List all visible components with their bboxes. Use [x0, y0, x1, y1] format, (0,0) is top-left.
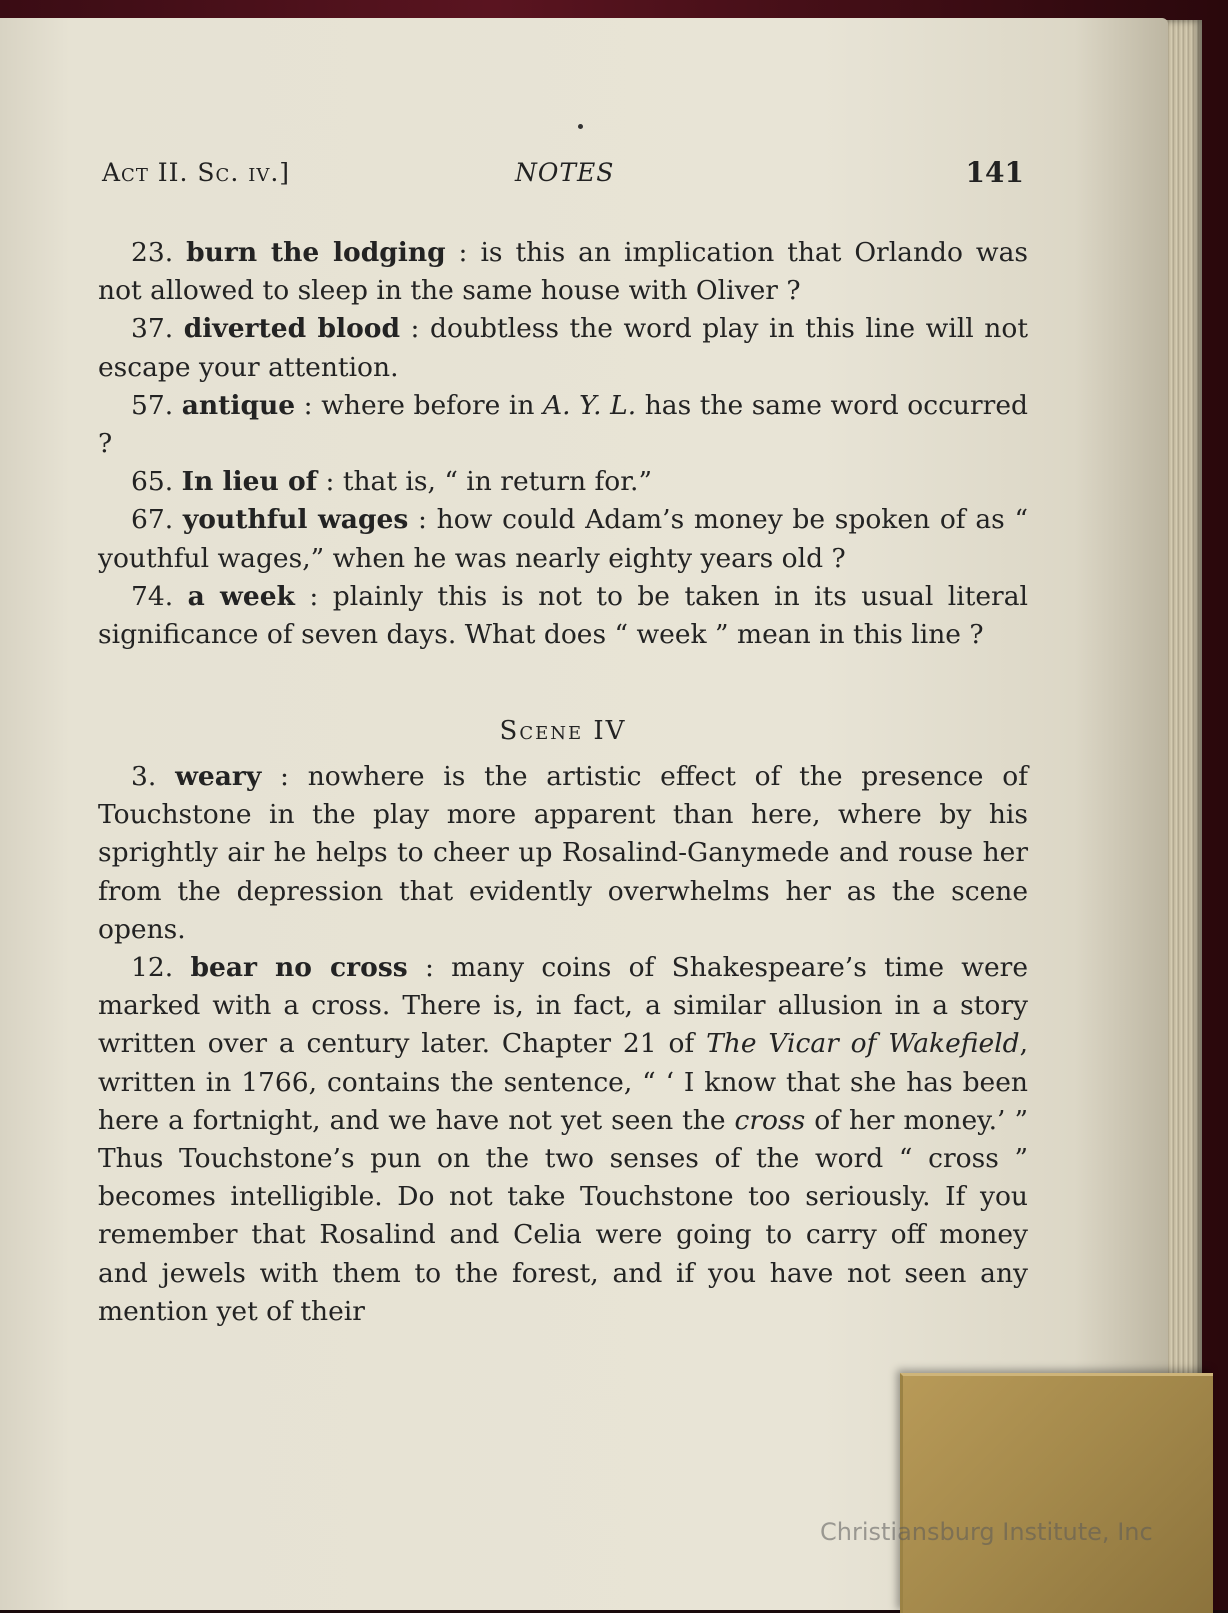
- page-speck: [578, 124, 583, 129]
- note-term: a week: [187, 580, 295, 612]
- note-paragraph: 37. diverted blood : doubtless the word play in this line will not escape your attention.: [98, 313, 1028, 383]
- note-term: burn the lodging: [186, 237, 446, 268]
- note-text: is this an implication that Orlando was not allowed to sleep in the same house with Oliver ?: [98, 237, 1028, 307]
- note-text: plainly this is not to be taken in its usual literal significance of seven days. What does “ week ” mean in this line ?: [98, 580, 1028, 651]
- note-paragraph: 3. weary : nowhere is the artistic effect of the presence of Touchstone in the play more apparent than here, where by his sprightly air he helps to cheer up Rosalind-Ganymede and rouse her from the depression that evidently overwhelms her as the scene opens.: [98, 761, 1028, 945]
- header-act-scene: Act II. Sc. iv.]: [102, 158, 291, 187]
- note-paragraph: 74. a week : plainly this is not to be taken in its usual literal significance of seven days. What does “ week ” mean in this line ?: [98, 580, 1028, 651]
- page-number: 141: [965, 156, 1024, 189]
- note-term: In lieu of: [181, 466, 318, 498]
- italic-reference: A. Y. L.: [542, 389, 637, 421]
- italic-reference: The Vicar of Wakefield: [706, 1028, 1020, 1060]
- note-term: bear no cross: [190, 952, 408, 984]
- note-paragraph: 67. youthful wages : how could Adam’s money be spoken of as “ youthful wages,” when he was nearly eighty years old ?: [98, 504, 1028, 574]
- running-header: [100, 158, 1026, 198]
- header-title: NOTES: [515, 158, 615, 187]
- watermark: Christiansburg Institute, Inc: [820, 1518, 1153, 1546]
- notes-section-1: [98, 234, 1028, 654]
- note-text: how could Adam’s money be spoken of as “ youthful wages,” when he was nearly eighty years old ?: [98, 504, 1028, 574]
- italic-word: cross: [734, 1104, 806, 1136]
- note-paragraph: 65. In lieu of : that is, “ in return for.”: [131, 466, 652, 498]
- note-term: diverted blood: [183, 313, 400, 345]
- note-paragraph: 57. antique : where before in A. Y. L. has the same word occurred ?: [98, 389, 1028, 460]
- page-weight-block: [900, 1373, 1213, 1613]
- note-term: antique: [181, 389, 296, 421]
- note-term: weary: [175, 761, 262, 792]
- note-paragraph: 12. bear no cross : many coins of Shakespeare’s time were marked with a cross. There is, in fact, a similar allusion in a story written over a century later. Chapter 21 of The Vicar of Wakefield, written in 1766, contains the sentence, “ ‘ I know that she has been here a fortnight, and we have not yet seen the cross of her money.’ ” Thus Touchstone’s pun on the two senses of the word “ cross ” becomes intelligible. Do not take Touchstone too seriously. If you remember that Rosalind and Celia were going to carry off money and jewels with them to the forest, and if you have not seen any mention yet of their: [98, 952, 1029, 1327]
- note-term: youthful wages: [182, 504, 409, 536]
- note-text: doubtless the word play in this line will not escape your attention.: [98, 313, 1028, 383]
- note-paragraph: 23. burn the lodging : is this an implication that Orlando was not allowed to sleep in the same house with Oliver ?: [98, 237, 1028, 307]
- notes-section-2: [98, 758, 1028, 1331]
- note-text: that is, “ in return for.”: [342, 466, 652, 498]
- note-text: nowhere is the artistic effect of the presence of Touchstone in the play more apparent than here, where by his sprightly air he helps to cheer up Rosalind-Ganymede and rouse her from the depression that evidently overwhelms her as the scene opens.: [98, 761, 1028, 945]
- scene-heading: Scene IV: [499, 716, 627, 746]
